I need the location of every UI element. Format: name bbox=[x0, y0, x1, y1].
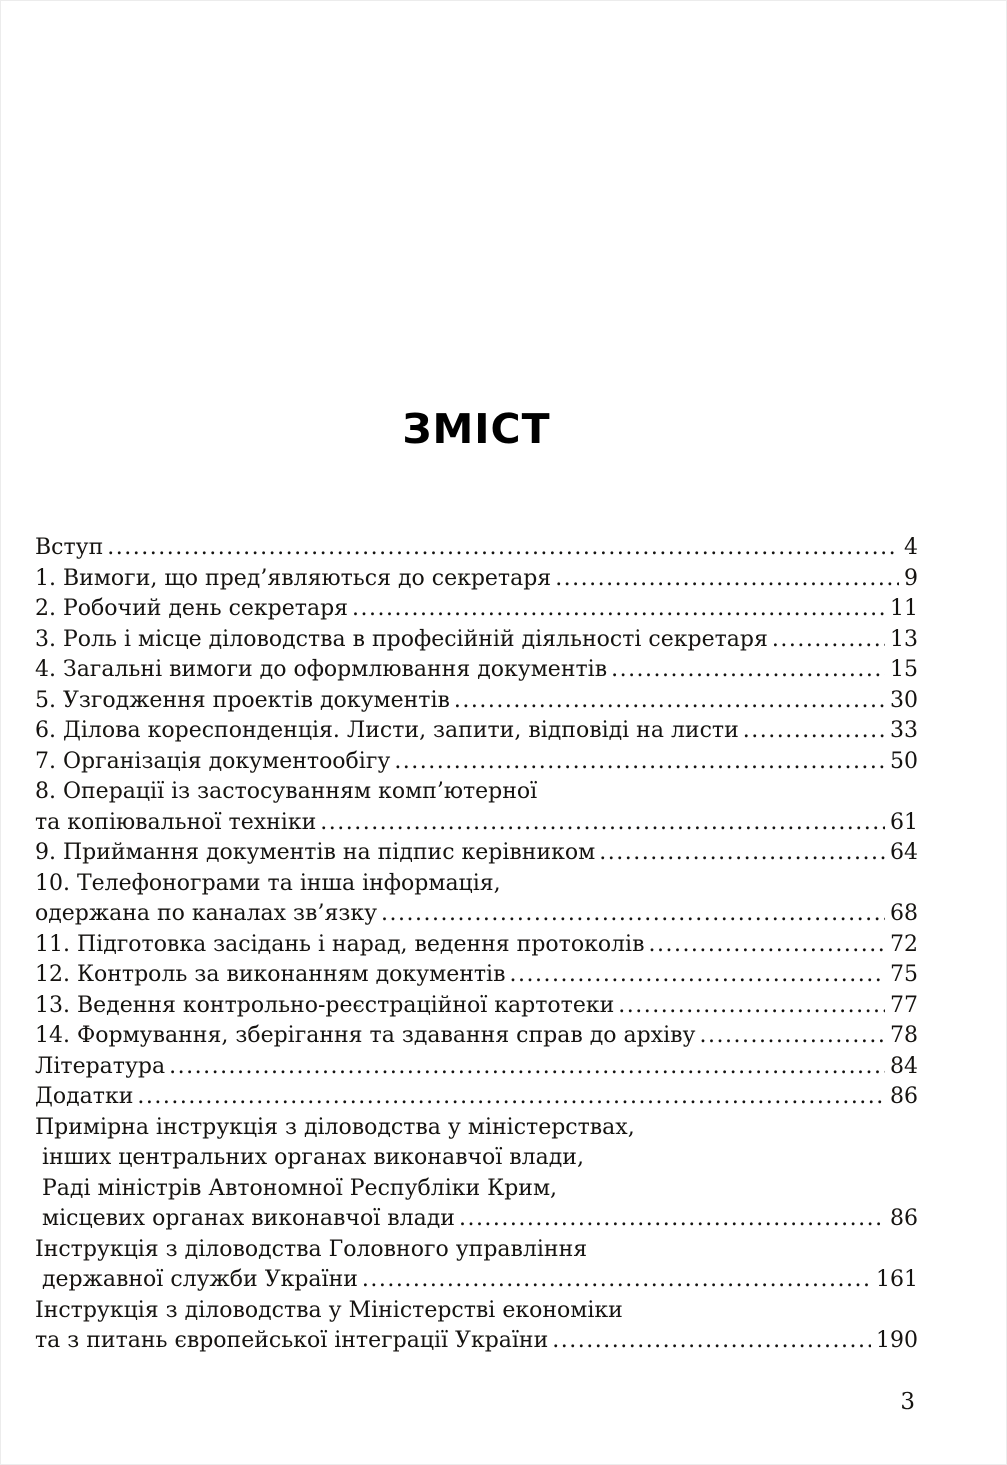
toc-entry-text: 14. Формування, зберігання та здавання справ до архіву bbox=[35, 1023, 696, 1048]
dot-leader bbox=[552, 1326, 871, 1357]
toc-entry-page: 84 bbox=[890, 1053, 918, 1079]
toc-entry-lastline bbox=[35, 838, 918, 869]
toc-entry-text: 3. Роль і місце діловодства в професійній діяльності секретаря bbox=[35, 626, 768, 652]
toc-entry-text: Література bbox=[35, 1053, 166, 1079]
toc-entry-text: 4. Загальні вимоги до оформлювання документів bbox=[35, 657, 608, 682]
toc-entry-page: 86 bbox=[890, 1206, 918, 1231]
toc-entry-text: 5. Узгодження проектів документів bbox=[35, 687, 450, 713]
toc-entry bbox=[35, 1296, 918, 1357]
toc-entry-lastline bbox=[35, 747, 918, 778]
dot-leader bbox=[454, 686, 885, 717]
toc-entry-text: 2. Робочий день секретаря bbox=[35, 596, 349, 621]
toc-entry-lastline bbox=[35, 991, 918, 1022]
dot-leader bbox=[648, 930, 885, 961]
toc-entry-lastline bbox=[35, 1326, 918, 1357]
toc-entry-text: місцевих органах виконавчої влади bbox=[35, 1206, 455, 1231]
dot-leader bbox=[743, 716, 885, 747]
toc-entry bbox=[35, 716, 918, 747]
toc-entry bbox=[35, 533, 918, 564]
dot-leader bbox=[618, 991, 885, 1022]
toc-entry-line: Інструкція з діловодства Головного управління bbox=[35, 1236, 588, 1262]
dot-leader bbox=[459, 1204, 885, 1235]
toc-entry-page: 9 bbox=[904, 565, 918, 591]
toc-entry-text: 9. Приймання документів на підпис керівником bbox=[35, 840, 596, 865]
toc-entry-lastline bbox=[35, 808, 918, 839]
toc-entry-page: 64 bbox=[890, 840, 918, 865]
toc-entry-page: 4 bbox=[904, 535, 918, 560]
toc-entry bbox=[35, 686, 918, 717]
dot-leader bbox=[509, 960, 885, 991]
toc-entry-text: 11. Підготовка засідань і нарад, ведення протоколів bbox=[35, 931, 645, 957]
toc-entry bbox=[35, 869, 918, 930]
toc-entry-lastline bbox=[35, 899, 918, 930]
toc-entry bbox=[35, 1021, 918, 1052]
dot-leader bbox=[381, 899, 885, 930]
toc-entry-text: 6. Ділова кореспонденція. Листи, запити, відповіді на листи bbox=[35, 718, 739, 743]
toc-entry-lastline bbox=[35, 1052, 918, 1083]
dot-leader bbox=[169, 1052, 885, 1083]
toc-entry-lastline bbox=[35, 625, 918, 656]
toc-entry-lastline bbox=[35, 686, 918, 717]
toc-entry bbox=[35, 960, 918, 991]
dot-leader bbox=[137, 1082, 885, 1113]
toc-entry-text: Вступ bbox=[35, 535, 104, 560]
dot-leader bbox=[772, 625, 885, 656]
toc-entry-line: 8. Операції із застосуванням комп’ютерної bbox=[35, 779, 538, 804]
toc-list bbox=[35, 533, 918, 1357]
toc-entry-lastline bbox=[35, 716, 918, 747]
toc-entry bbox=[35, 564, 918, 595]
toc-entry-page: 77 bbox=[890, 992, 918, 1018]
toc-entry-page: 75 bbox=[890, 962, 918, 987]
toc-entry bbox=[35, 1052, 918, 1083]
toc-entry-page: 86 bbox=[890, 1084, 918, 1109]
toc-entry-page: 161 bbox=[876, 1267, 918, 1292]
toc-entry-text: 1. Вимоги, що пред’являються до секретаря bbox=[35, 565, 552, 591]
toc-entry-page: 11 bbox=[890, 596, 918, 621]
dot-leader bbox=[352, 594, 885, 625]
toc-entry-lastline bbox=[35, 594, 918, 625]
toc-entry bbox=[35, 838, 918, 869]
toc-entry bbox=[35, 991, 918, 1022]
toc-entry-text: та з питань європейської інтеграції України bbox=[35, 1328, 549, 1353]
toc-entry bbox=[35, 1113, 918, 1235]
toc-entry-text: 12. Контроль за виконанням документів bbox=[35, 962, 506, 987]
toc-entry-lastline bbox=[35, 1082, 918, 1113]
page-number: 3 bbox=[900, 1389, 915, 1415]
toc-entry-page: 61 bbox=[890, 809, 918, 835]
toc-entry bbox=[35, 1235, 918, 1296]
toc-entry-page: 33 bbox=[890, 718, 918, 743]
dot-leader bbox=[555, 564, 899, 595]
dot-leader bbox=[362, 1265, 871, 1296]
toc-entry bbox=[35, 625, 918, 656]
dot-leader bbox=[320, 808, 885, 839]
toc-entry-text: Додатки bbox=[35, 1084, 134, 1109]
toc-entry-page: 78 bbox=[890, 1023, 918, 1048]
toc-entry-lastline bbox=[35, 1204, 918, 1235]
toc-entry-lastline bbox=[35, 960, 918, 991]
toc-entry bbox=[35, 930, 918, 961]
toc-entry-line: 10. Телефонограми та інша інформація, bbox=[35, 870, 501, 896]
toc-entry-line: Раді міністрів Автономної Республіки Крим, bbox=[35, 1175, 558, 1201]
toc-entry-line: інших центральних органах виконавчої влади, bbox=[35, 1145, 584, 1170]
toc-entry-lastline bbox=[35, 533, 918, 564]
toc-entry bbox=[35, 747, 918, 778]
toc-entry-page: 68 bbox=[890, 901, 918, 926]
toc-entry-text: одержана по каналах зв’язку bbox=[35, 901, 378, 926]
dot-leader bbox=[599, 838, 885, 869]
toc-entry-page: 30 bbox=[890, 687, 918, 713]
page-title: ЗМІСТ bbox=[402, 405, 551, 453]
toc-entry bbox=[35, 777, 918, 838]
toc-entry-page: 15 bbox=[890, 657, 918, 682]
toc-entry-page: 72 bbox=[890, 931, 918, 957]
toc-entry-lastline bbox=[35, 1021, 918, 1052]
toc-entry-page: 50 bbox=[890, 748, 918, 774]
toc-entry bbox=[35, 655, 918, 686]
toc-entry bbox=[35, 1082, 918, 1113]
toc-entry-line: Інструкція з діловодства у Міністерстві економіки bbox=[35, 1297, 623, 1323]
toc-entry-text: державної служби України bbox=[35, 1267, 358, 1292]
toc-entry-lastline bbox=[35, 930, 918, 961]
toc-entry-lastline bbox=[35, 655, 918, 686]
toc-entry bbox=[35, 594, 918, 625]
dot-leader bbox=[700, 1021, 885, 1052]
toc-entry-page: 13 bbox=[890, 626, 918, 652]
dot-leader bbox=[394, 747, 885, 778]
toc-entry-lastline bbox=[35, 1265, 918, 1296]
toc-entry-text: 13. Ведення контрольно-реєстраційної картотеки bbox=[35, 992, 615, 1018]
toc-entry-lastline bbox=[35, 564, 918, 595]
toc-entry-line: Примірна інструкція з діловодства у міністерствах, bbox=[35, 1114, 635, 1140]
dot-leader bbox=[611, 655, 885, 686]
toc-entry-text: 7. Організація документообігу bbox=[35, 748, 391, 774]
toc-entry-page: 190 bbox=[876, 1328, 918, 1353]
dot-leader bbox=[107, 533, 899, 564]
toc-entry-text: та копіювальної техніки bbox=[35, 809, 317, 835]
